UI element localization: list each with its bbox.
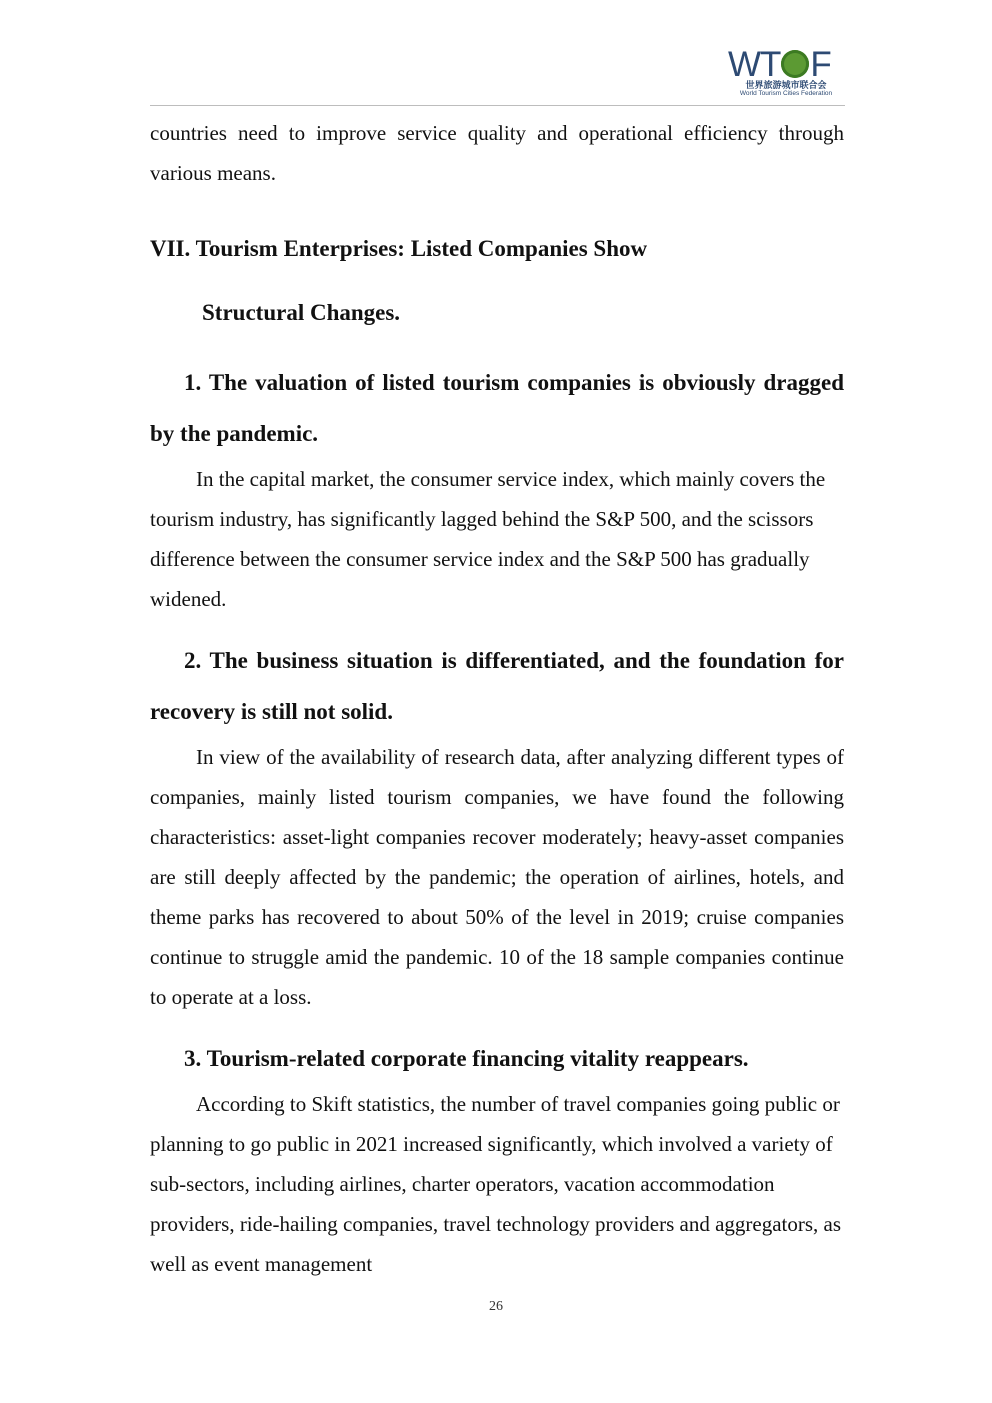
section-title-line1: VII. Tourism Enterprises: Listed Companies Show [150,236,648,261]
section-title [150,217,844,345]
subsection-paragraph-1: In the capital market, the consumer service index, which mainly covers the tourism industry, has significantly lagged behind the S&P 500, and the scissors difference between the consumer service index and the S&P 500 has gradually widened. [150,467,826,611]
wtcf-logo [728,45,844,97]
subsection-paragraph-2: In view of the availability of research data, after analyzing different types of companies, mainly listed tourism companies, we have found the following characteristics: asset-light companies recover moderately; heavy-asset companies are still deeply affected by the pandemic; the operation of airlines, hotels, and theme parks has recovered to about 50% of the level in 2019; cruise companies continue to struggle amid the pandemic. 10 of the 18 sample companies continue to operate at a loss. [150,745,844,1009]
subsection-heading-1: 1. The valuation of listed tourism companies is obviously dragged by the pandemic. [150,370,844,446]
subsection-heading-2: 2. The business situation is differentiated, and the foundation for recovery is still not solid. [150,648,844,724]
header-divider [150,105,845,106]
section-title-line2: Structural Changes. [202,300,401,325]
logo-chinese-name: 世界旅游城市联合会 [745,81,827,91]
intro-paragraph: countries need to improve service quality and operational efficiency through various means. [150,121,844,185]
subsection-heading-3: 3. Tourism-related corporate financing vitality reappears. [184,1046,749,1071]
page-number: 26 [489,1299,503,1314]
subsection-paragraph-3: According to Skift statistics, the number of travel companies going public or planning to go public in 2021 increased significantly, which involved a variety of sub-sectors, including airlines, charter operators, vacation accommodation providers, ride-hailing companies, travel technology providers and aggregators, as well as event management [150,1092,842,1276]
logo-english-name: World Tourism Cities Federation [739,90,833,97]
logo-mark: WT F [728,45,831,84]
globe-icon [781,50,809,78]
page-body [150,113,844,1284]
